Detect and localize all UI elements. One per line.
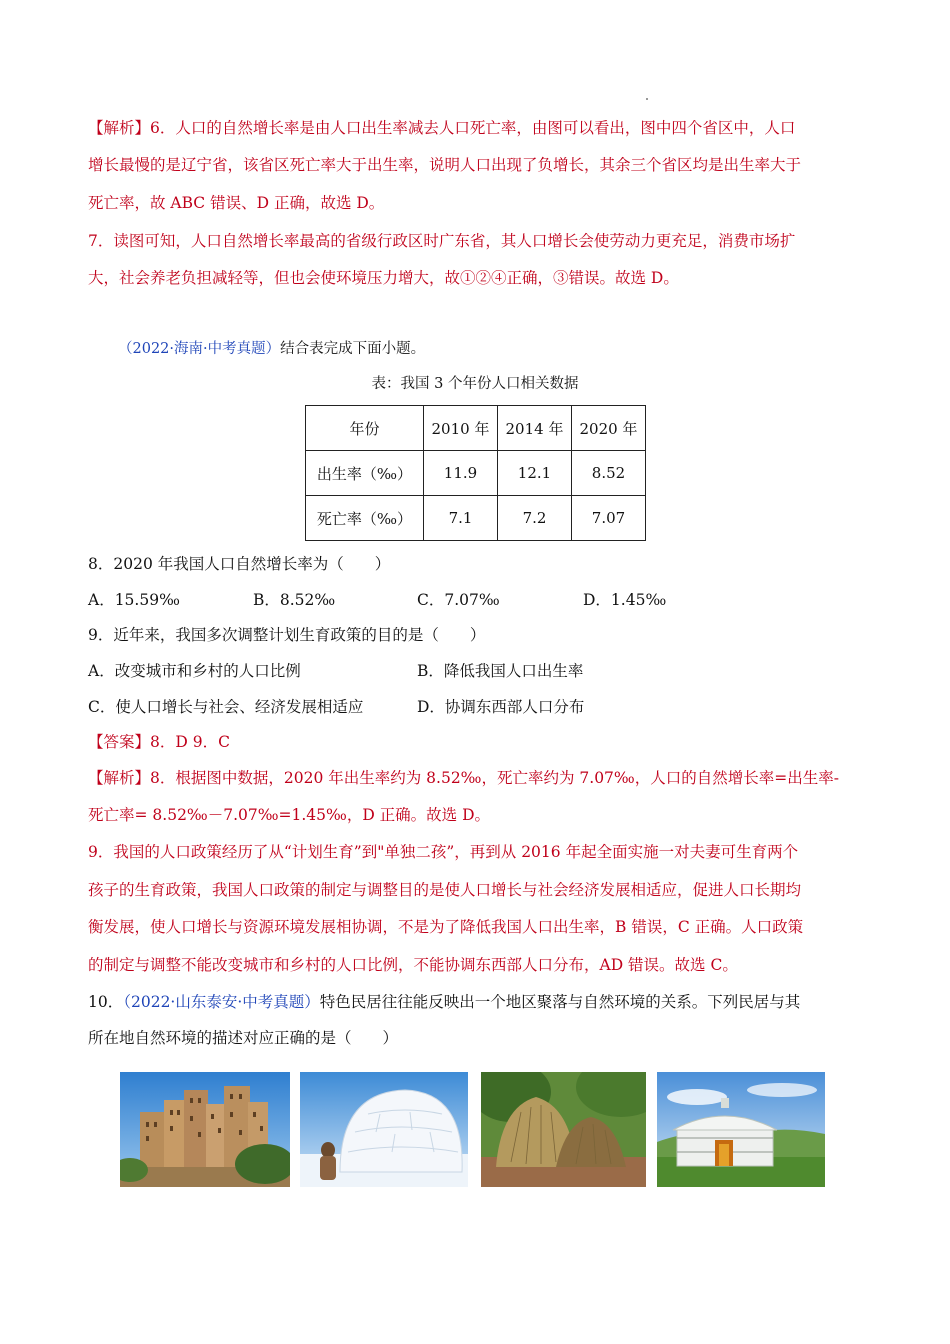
analysis-prev-line4: 7．读图可知，人口自然增长率最高的省级行政区时广东省，其人口增长会使劳动力更充足，消费市场扩: [88, 232, 796, 250]
q9-option-c: C．使人口增长与社会、经济发展相适应: [88, 698, 364, 716]
analysis-line1: 【解析】8．根据图中数据，2020 年出生率约为 8.52‰，死亡率约为 7.07‰，人口的自然增长率=出生率-: [88, 769, 839, 787]
analysis-prev-line5: 大，社会养老负担减轻等，但也会使环境压力增大，故①②④正确，③错误。故选 D。: [88, 269, 679, 287]
table-header-cell: 2014 年: [498, 406, 572, 451]
igloo-photo: [300, 1072, 468, 1187]
table-row: [306, 496, 646, 541]
answer-line: 【答案】8．D 9．C: [88, 733, 230, 751]
q10-source: （2022·山东泰安·中考真题）: [123, 993, 320, 1011]
group2-source: （2022·海南·中考真题）: [118, 341, 281, 357]
q8-option-c: C．7.07‰: [417, 591, 500, 609]
analysis-prev-line3: 死亡率，故 ABC 错误、D 正确，故选 D。: [88, 194, 385, 212]
q10-number: 10．: [88, 993, 124, 1011]
q9-option-b: B．降低我国人口出生率: [417, 662, 584, 680]
q9-option-d: D．协调东西部人口分布: [417, 698, 585, 716]
analysis-prev-line2: 增长最慢的是辽宁省，该省区死亡率大于出生率，说明人口出现了负增长，其余三个省区均是出生率大于: [88, 156, 802, 174]
q8-option-d: D．1.45‰: [583, 591, 667, 609]
table-row: [306, 451, 646, 496]
table-header-cell: 2020 年: [572, 406, 646, 451]
analysis-line3: 9．我国的人口政策经历了从“计划生育”到"单独二孩”，再到从 2016 年起全面实施一对夫妻可生育两个: [88, 843, 799, 861]
q10-stem-part1: 特色民居往往能反映出一个地区聚落与自然环境的关系。下列民居与其: [319, 993, 801, 1011]
q9-option-a: A．改变城市和乡村的人口比例: [88, 662, 301, 680]
analysis-line6: 的制定与调整不能改变城市和乡村的人口比例，不能协调东西部人口分布，AD 错误。故选 C。: [88, 956, 738, 974]
table-cell: 7.07: [572, 496, 646, 541]
table-cell: 7.2: [498, 496, 572, 541]
population-table: [305, 405, 646, 541]
table-cell: 死亡率（‰）: [306, 496, 424, 541]
adobe-tower-houses-photo: [120, 1072, 290, 1187]
table-cell: 出生率（‰）: [306, 451, 424, 496]
question-10-line1: [88, 991, 868, 1013]
table-header-cell: 年份: [306, 406, 424, 451]
table-cell: 11.9: [424, 451, 498, 496]
table-cell: 8.52: [572, 451, 646, 496]
question-8-stem: 8．2020 年我国人口自然增长率为（ ）: [88, 555, 391, 573]
yurt-photo: [657, 1072, 825, 1187]
table-header-row: [306, 406, 646, 451]
analysis-prev-line1: 【解析】6．人口的自然增长率是由人口出生率减去人口死亡率，由图可以看出，图中四个省区中，人口: [88, 119, 796, 137]
q8-option-b: B．8.52‰: [253, 591, 336, 609]
table-cell: 7.1: [424, 496, 498, 541]
table-header-cell: 2010 年: [424, 406, 498, 451]
analysis-line2: 死亡率= 8.52‰－7.07‰=1.45‰，D 正确。故选 D。: [88, 806, 491, 824]
grass-huts-photo: [481, 1072, 646, 1187]
question-10-line2: 所在地自然环境的描述对应正确的是（ ）: [88, 1029, 399, 1047]
group2-heading: [118, 338, 898, 360]
analysis-line5: 衡发展，使人口增长与资源环境发展相协调，不是为了降低我国人口出生率，B 错误，C 正确。人口政策: [88, 918, 804, 936]
table-caption: 表：我国 3 个年份人口相关数据: [371, 376, 579, 392]
table-cell: 12.1: [498, 451, 572, 496]
analysis-line4: 孩子的生育政策，我国人口政策的制定与调整目的是使人口增长与社会经济发展相适应，促进人口长期均: [88, 881, 802, 899]
scan-dot: [646, 98, 648, 100]
q8-option-a: A．15.59‰: [88, 591, 180, 609]
question-9-stem: 9．近年来，我国多次调整计划生育政策的目的是（ ）: [88, 626, 486, 644]
group2-intro: 结合表完成下面小题。: [280, 341, 426, 357]
